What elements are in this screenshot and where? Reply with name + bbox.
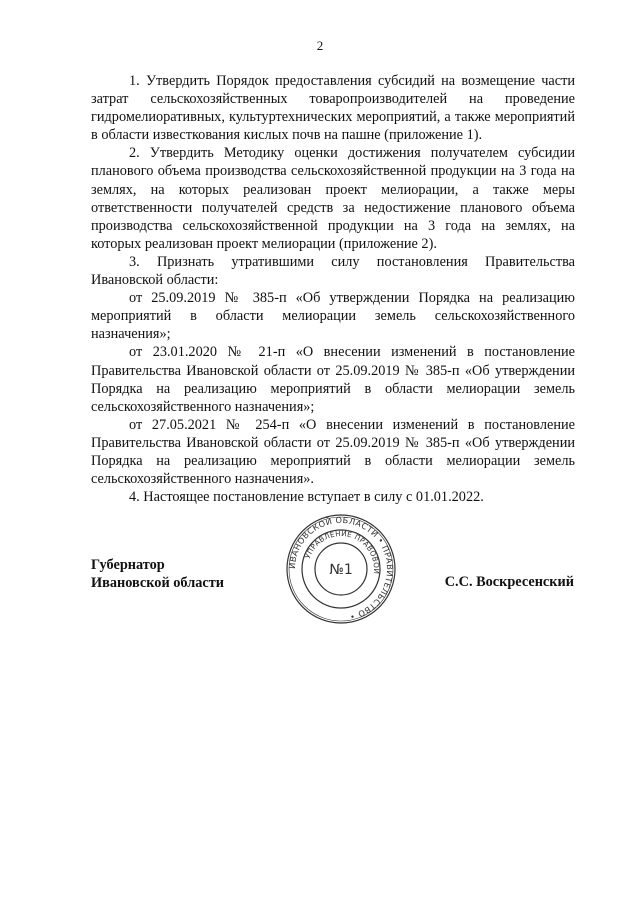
signatory-position-line1: Губернатор bbox=[91, 557, 165, 573]
signatory-position bbox=[91, 556, 224, 592]
paragraph-repeal-item-1: от 25.09.2019 № 385-п «Об утверждении Порядка на реализацию мероприятий в области мелиорации земель сельскохозяйственного назначения»; bbox=[91, 290, 575, 343]
seal-inner-text: УПРАВЛЕНИЕ ПРАВОВОЙ bbox=[302, 528, 382, 575]
signatory-name: С.С. Воскресенский bbox=[444, 574, 574, 590]
signatory-position-line2: Ивановской области bbox=[91, 575, 224, 591]
seal-outer-text: ИВАНОВСКОЙ ОБЛАСТИ • ПРАВИТЕЛЬСТВО • bbox=[286, 514, 396, 623]
seal-center-number: №1 bbox=[329, 562, 353, 578]
paragraph-repeal-item-3: от 27.05.2021 № 254-п «О внесении изменений в постановление Правительства Ивановской области от 25.09.2019 № 385-п «Об утверждении Порядка на реализацию мероприятий в области мелиорации земель сельскохозяйственного назначения». bbox=[91, 416, 575, 488]
document-body bbox=[91, 72, 575, 506]
paragraph-approve-methodology: 2. Утвердить Методику оценки достижения получателем субсидии планового объема производства сельскохозяйственной продукции на 3 года на землях, на которых реализован проект мелиорации, а также меры ответственности получателей средств за недостижение планового объема производства сельскохозяйственной продукции на 3 года на землях, на которых реализован проект мелиорации (приложение 2). bbox=[91, 145, 575, 252]
paragraph-repeal-intro: 3. Признать утратившими силу постановления Правительства Ивановской области: bbox=[91, 253, 575, 289]
paragraph-approve-procedure: 1. Утвердить Порядок предоставления субсидий на возмещение части затрат сельскохозяйственных товаропроизводителей на проведение гидромелиоративных, культуртехнических мероприятий, а также мероприятий в области известкования кислых почв на пашне (приложение 1). bbox=[91, 73, 575, 144]
official-seal-stamp bbox=[285, 513, 397, 625]
paragraph-effective-date: 4. Настоящее постановление вступает в силу с 01.01.2022. bbox=[129, 489, 484, 506]
paragraph-repeal-item-2: от 23.01.2020 № 21-п «О внесении изменений в постановление Правительства Ивановской области от 25.09.2019 № 385-п «Об утверждении Порядка на реализацию мероприятий в области мелиорации земель сельскохозяйственного назначения»; bbox=[91, 344, 575, 415]
page-number: 2 bbox=[316, 38, 324, 53]
